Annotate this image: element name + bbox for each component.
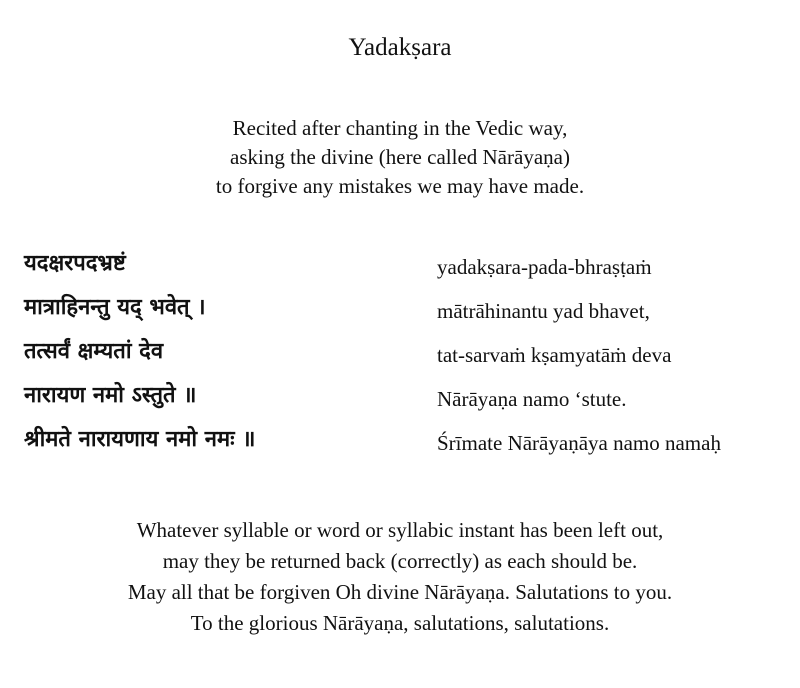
verse-devanagari: तत्सर्वं क्षम्यतां देव <box>24 339 164 364</box>
verse-row <box>0 380 800 424</box>
verse-devanagari: यदक्षरपदभ्रष्टं <box>24 251 126 276</box>
intro-line: Recited after chanting in the Vedic way, <box>232 116 568 140</box>
verse-devanagari: श्रीमते नारायणाय नमो नमः ॥ <box>24 427 256 452</box>
verse-row <box>0 424 800 468</box>
verse-transliteration: Nārāyaṇa namo ‘stute. <box>437 387 627 411</box>
intro-line: to forgive any mistakes we may have made. <box>215 174 585 198</box>
closing-translation <box>0 515 800 639</box>
verse-transliteration: yadakṣara-pada-bhraṣṭaṁ <box>437 255 652 279</box>
closing-line: To the glorious Nārāyaṇa, salutations, salutations. <box>190 611 610 635</box>
closing-line: may they be returned back (correctly) as each should be. <box>162 549 638 573</box>
verse-row <box>0 336 800 380</box>
verse-transliteration: mātrāhinantu yad bhavet, <box>437 299 650 323</box>
closing-line: Whatever syllable or word or syllabic instant has been left out, <box>136 518 664 542</box>
verse-row <box>0 248 800 292</box>
page-title: Yadakṣara <box>348 34 452 61</box>
closing-line: May all that be forgiven Oh divine Nārāyaṇa. Salutations to you. <box>127 580 673 604</box>
verse-table <box>0 248 800 468</box>
verse-row <box>0 292 800 336</box>
verse-devanagari: नारायण नमो ऽस्तुते ॥ <box>24 383 197 408</box>
verse-transliteration: Śrīmate Nārāyaṇāya namo namaḥ <box>437 431 721 455</box>
intro-paragraph <box>0 114 800 201</box>
intro-line: asking the divine (here called Nārāyaṇa) <box>230 145 570 169</box>
verse-devanagari: मात्राहिनन्तु यद् भवेत् । <box>24 295 206 320</box>
verse-transliteration: tat-sarvaṁ kṣamyatāṁ deva <box>437 343 672 367</box>
